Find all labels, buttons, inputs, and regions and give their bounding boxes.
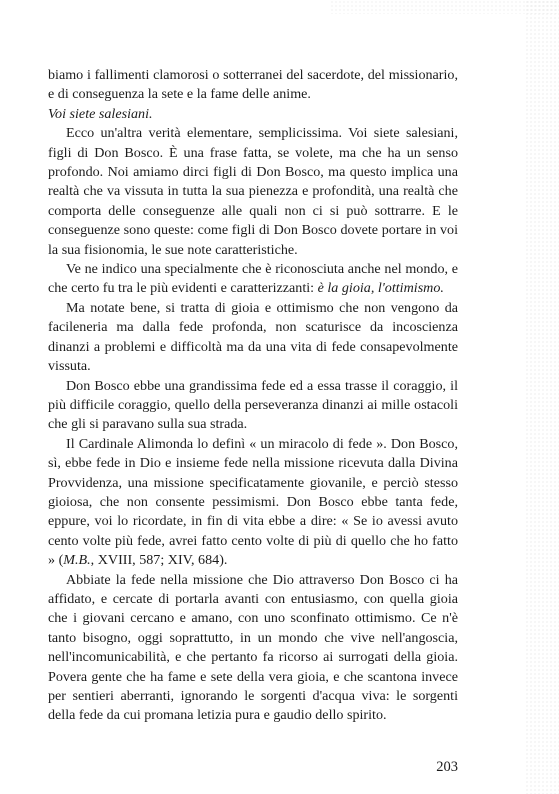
paragraph-1: Ecco un'altra verità elementare, semplicissima. Voi siete salesiani, figli di Don Bosco. È una frase fatta, se volete, ma che ha un senso profondo. Noi amiamo dirci figli di Don Bosco, ma questo implica una realtà che va vissuta in tutta la sua pienezza e profondità, una realtà che comporta delle conseguenze alle quali non ci si può sottrarre. E le conseguenze sono queste: come figli di Don Bosco dovete portare in voi la sua fisionomia, le sue note caratteristiche. [48, 125, 458, 258]
section-heading: Voi siete salesiani. [48, 105, 153, 122]
page-number: 203 [436, 759, 458, 775]
page-body [48, 66, 458, 726]
paragraph-4: Don Bosco ebbe una grandissima fede ed a essa trasse il coraggio, il più difficile coraggio, quello della perseveranza dinanzi ai mille ostacoli che gli si paravano sulla sua strada. [48, 377, 458, 433]
paragraph-5-text: Il Cardinale Alimonda lo definì « un miracolo di fede ». Don Bosco, sì, ebbe fede in Dio e insieme fede nella missione ricevuta dalla Divina Provvidenza, una missione specificatamente giovanile, e perciò stesso gioiosa, che non consente pessimismi. Don Bosco ebbe tanta fede, eppure, voi lo ricordate, in fin di vita ebbe a dire: « Se io avessi avuto cento volte più fede, avrei fatto cento volte di più di quello che ho fatto » ( [48, 435, 458, 569]
scan-edge-noise [525, 0, 559, 794]
paragraph-2-emphasis: è la gioia, l'ottimismo. [317, 280, 444, 297]
scan-top-noise [330, 0, 559, 14]
book-page [48, 66, 458, 775]
paragraph-2-text: Ve ne indico una specialmente che è riconosciuta anche nel mondo, e che certo fu tra le più evidenti e caratterizzanti: [48, 261, 458, 297]
paragraph-5 [48, 435, 458, 571]
paragraph-6: Abbiate la fede nella missione che Dio attraverso Don Bosco ci ha affidato, e cercate di portarla avanti con entusiasmo, con quella gioia che i giovani cercano e amano, con uno sconfinato ottimismo. Ce n'è tanto bisogno, oggi soprattutto, in un mondo che vive nell'angoscia, nell'incomunicabilità, e che pertanto fa ricorso ai surrogati della gioia. Povera gente che ha fame e sete della vera gioia, e che scantona invece per sentieri aberranti, ignorando le sorgenti d'acqua viva: le sorgenti della fede da cui promana letizia pura e gaudio dello spirito. [48, 571, 458, 724]
paragraph-2 [48, 260, 458, 299]
paragraph-3: Ma notate bene, si tratta di gioia e ottimismo che non vengono da facileneria ma dalla fede profonda, non scaturisce da incoscienza dinanzi a problemi e difficoltà ma da una vita di fede consapevolmente vissuta. [48, 299, 458, 375]
citation-reference: , XVIII, 587; XIV, 684). [90, 552, 228, 569]
citation-title: M.B. [63, 552, 91, 569]
opening-paragraph: biamo i fallimenti clamorosi o sotterranei del sacerdote, del missionario, e di conseguenza la sete e la fame delle anime. [48, 67, 458, 103]
